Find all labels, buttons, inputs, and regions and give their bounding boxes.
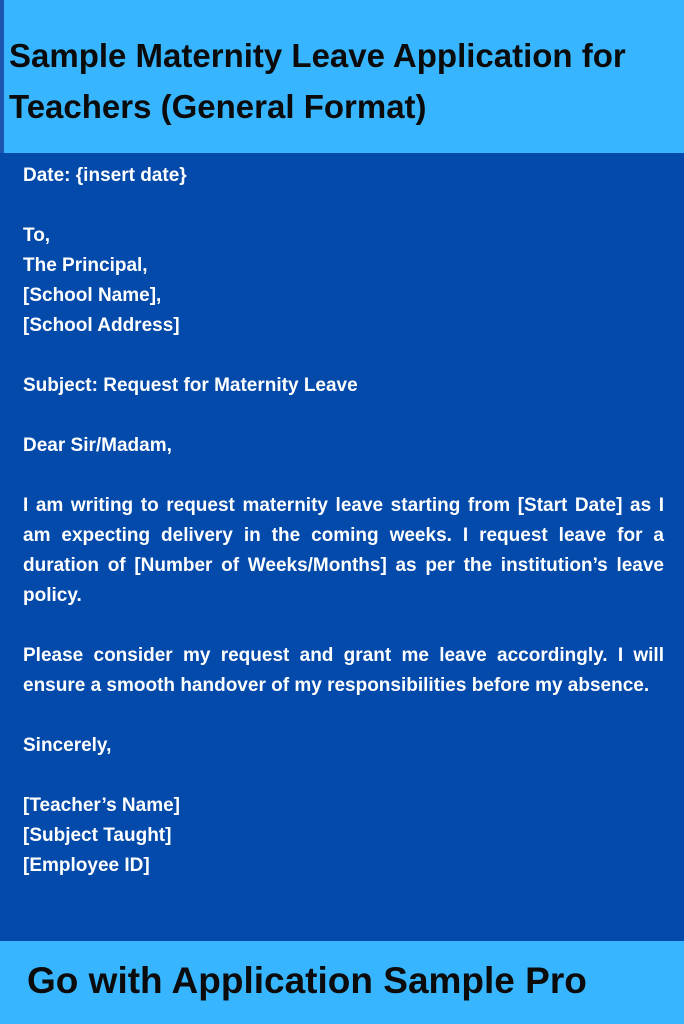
page-title: Sample Maternity Leave Application for Teachers (General Format) <box>9 37 626 125</box>
salutation: Dear Sir/Madam, <box>23 435 172 456</box>
body-paragraph: I am writing to request maternity leave starting from [Start Date] as I am expecting delivery in the coming weeks. I request leave for a duration of [Number of Weeks/Months] as per the institution’s leave policy. <box>23 495 664 606</box>
recipient-line: To, <box>23 225 51 246</box>
signature-line: [Teacher’s Name] <box>23 795 180 816</box>
footer-brand-text: Go with Application Sample Pro <box>27 960 587 1001</box>
recipient-line: [School Name], <box>23 285 162 306</box>
date-line: Date: {insert date} <box>23 165 187 186</box>
signature-line: [Employee ID] <box>23 855 150 876</box>
signature-line: [Subject Taught] <box>23 825 172 846</box>
footer-banner <box>0 941 684 1024</box>
subject-line: Subject: Request for Maternity Leave <box>23 375 358 396</box>
recipient-line: [School Address] <box>23 315 180 336</box>
recipient-block <box>23 221 664 341</box>
closing: Sincerely, <box>23 735 112 756</box>
recipient-line: The Principal, <box>23 255 148 276</box>
body-paragraph: Please consider my request and grant me leave accordingly. I will ensure a smooth handover of my responsibilities before my absence. <box>23 645 664 696</box>
header-banner <box>0 0 684 153</box>
letter-body <box>23 161 664 881</box>
signature-block <box>23 791 664 881</box>
